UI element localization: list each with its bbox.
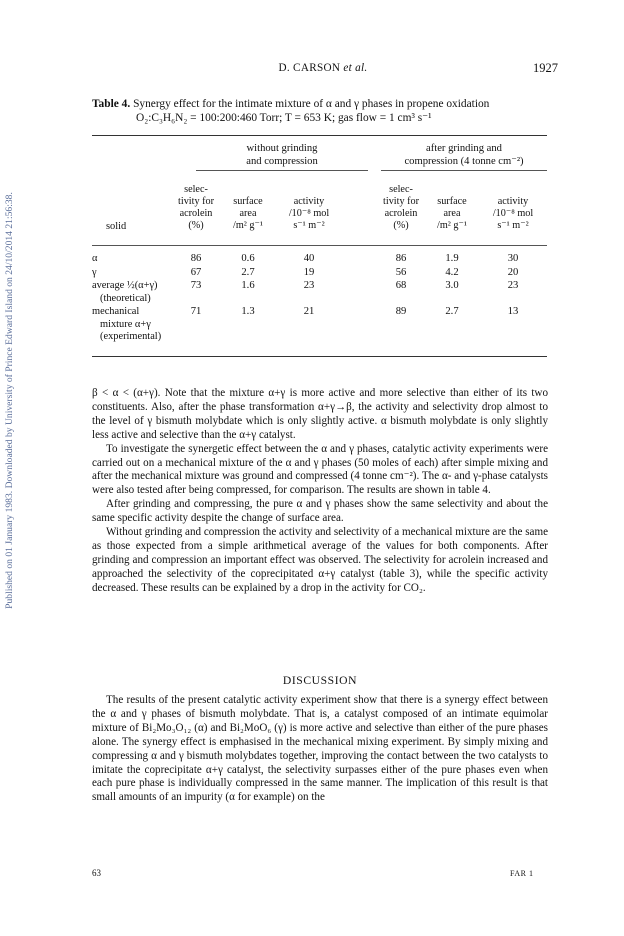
table-bottom-rule (92, 356, 547, 357)
table-cell: 1.9 (445, 253, 459, 264)
watermark-text: Published on 01 January 1983. Downloaded by University of Prince Edward Island on 24/10/2014 21:56:38. (3, 191, 15, 609)
col-header-selectivity-1: selec- tivity for acrolein (%) (178, 184, 214, 231)
row-label-alpha: α (92, 253, 98, 264)
body-section-discussion (92, 694, 548, 805)
table-cell: 13 (507, 306, 519, 317)
table-cell: 86 (190, 253, 202, 264)
table-cell: 23 (507, 280, 519, 291)
table-cell: 23 (303, 280, 315, 291)
table-caption-line1: Synergy effect for the intimate mixture of α and γ phases in propene oxidation (133, 98, 490, 110)
table-cell: 2.7 (241, 267, 255, 278)
body-section-results (92, 387, 548, 596)
col-header-surface-1: surface area /m² g⁻¹ (233, 196, 263, 231)
footer-signature-number: 63 (92, 868, 101, 878)
solid-column-header: solid (106, 221, 127, 232)
paragraph: The results of the present catalytic activity experiment show that there is a synergy effect between the α and γ phases of bismuth molybdate. That is, a catalyst composed of an intimate equimolar mixture of Bi₂Mo₃O₁₂ (α) and Bi₂MoO₆ (γ) is more active and selective than either of the pure phases alone. The synergy effect is emphasised in the mechanical mixing experiment. By simply mixing and compressing α and γ bismuth molybdates together, improving the contact between the two catalysts to imitate the coprecipitate α+γ catalyst, the selectivity surpasses either of the pure phases even when each pure phase is individually compressed in the same manner. The implication of this result is that small amounts of an impurity (α for example) on the (92, 694, 548, 804)
table-cell: 30 (507, 253, 519, 264)
col-header-activity-2: activity /10⁻⁸ mol s⁻¹ m⁻² (492, 196, 534, 231)
table-cell: 3.0 (445, 280, 459, 291)
table-cell: 20 (507, 267, 519, 278)
row-label-mechanical: mechanical mixture α+γ (experimental) (92, 306, 162, 342)
table-caption (92, 97, 562, 125)
table-cell: 4.2 (445, 267, 459, 278)
paragraph: β < α < (α+γ). Note that the mixture α+γ is more active and more selective than either of its two constituents. Also, after the phase transformation α+γ→β, the activity and selectivity drop almost to the level of γ bismuth molybdate which is only slightly active. α bismuth molybdate is only slightly less active and selective than the α+γ catalyst. (92, 387, 548, 441)
section-heading-discussion: DISCUSSION (282, 674, 358, 687)
table-cell: 71 (190, 306, 202, 317)
group-rule-left (196, 170, 368, 171)
download-watermark (2, 120, 16, 680)
table-cell: 73 (190, 280, 202, 291)
paragraph: After grinding and compressing, the pure α and γ phases show the same selectivity and about the same specific activity despite the change of surface area. (92, 498, 548, 525)
table-cell: 86 (395, 253, 407, 264)
table-cell: 89 (395, 306, 407, 317)
col-header-selectivity-2: selec- tivity for acrolein (%) (383, 184, 419, 231)
table-cell: 1.3 (241, 306, 255, 317)
table-cell: 56 (395, 267, 407, 278)
group-rule-right (381, 170, 547, 171)
running-header (88, 62, 558, 78)
col-header-activity-1: activity /10⁻⁸ mol s⁻¹ m⁻² (288, 196, 330, 231)
paragraph: Without grinding and compression the activity and selectivity of a mechanical mixture are the same as those expected from a simple arithmetical average of the values for both components. After grinding and compression an important effect was observed. The selectivity for acrolein increased and approached the selectivity of the coprecipitated α+γ catalyst (table 3), while the specific activity decreased. These results can be explained by a drop in the activity for CO₂. (92, 526, 548, 594)
row-label-gamma: γ (92, 267, 97, 278)
group-header-after: after grinding and compression (4 tonne cm⁻²) (404, 143, 524, 167)
table-cell: 19 (303, 267, 315, 278)
group-header-without: without grinding and compression (246, 143, 318, 167)
footer-journal-mark: FAR 1 (510, 869, 534, 878)
table-label: Table 4. (92, 98, 131, 110)
table-cell: 68 (395, 280, 407, 291)
col-header-surface-2: surface area /m² g⁻¹ (437, 196, 467, 231)
table-cell: 1.6 (241, 280, 255, 291)
paragraph: To investigate the synergetic effect between the α and γ phases, catalytic activity experiments were carried out on a mechanical mixture of the α and γ phases (50 moles of each) after simple mixing and after the mechanical mixture was ground and compressed (4 tonne cm⁻²). The α- and γ-phase catalysts were also tested after being compressed, for comparison. The results are shown in table 4. (92, 442, 548, 497)
table-cell: 67 (190, 267, 202, 278)
running-author: D. CARSON et al. (278, 62, 368, 74)
table-cell: 0.6 (241, 253, 255, 264)
table-cell: 21 (303, 306, 315, 317)
page-number: 1927 (533, 61, 558, 75)
table-caption-line2: O₂:C₃H₆N₂ = 100:200:460 Torr; T = 653 K; gas flow = 1 cm³ s⁻¹ (136, 112, 432, 124)
table-header-rule (92, 245, 547, 246)
table-cell: 2.7 (445, 306, 459, 317)
row-label-average: average ½(α+γ) (theoretical) (92, 280, 158, 304)
table-top-rule (92, 135, 547, 136)
table-cell: 40 (303, 253, 315, 264)
